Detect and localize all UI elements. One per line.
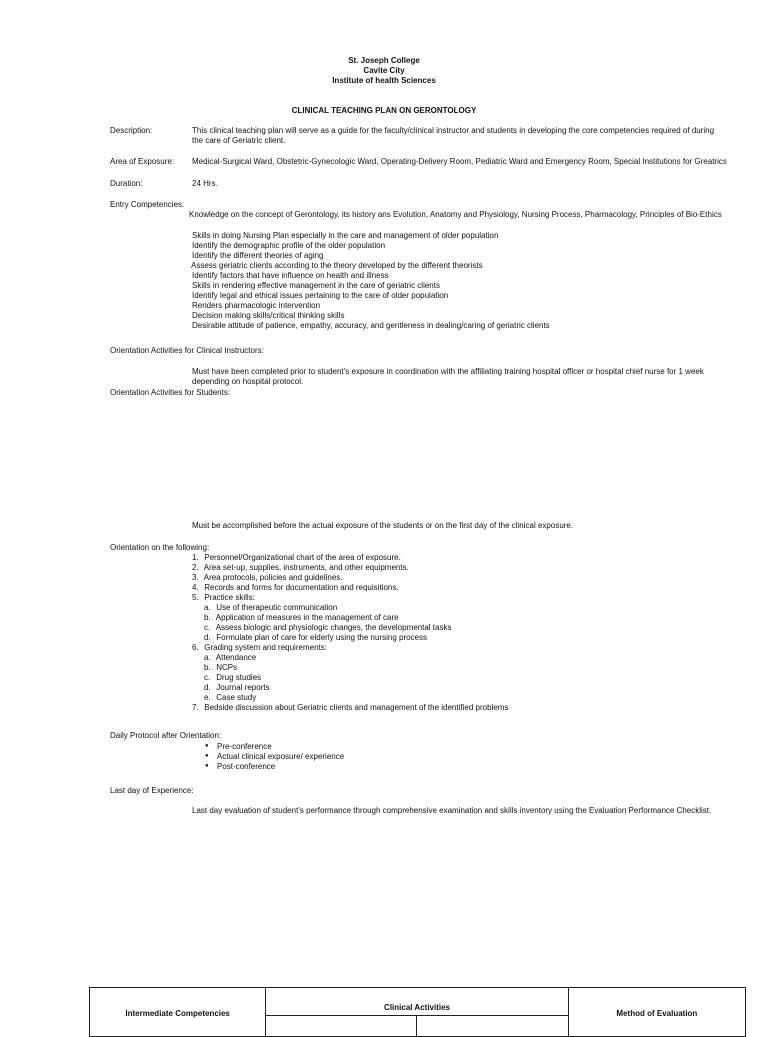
list-item: 1. Personnel/Organizational chart of the area of exposure.: [192, 553, 401, 562]
sub-list-item: d. Formulate plan of care for elderly using the nursing process: [204, 633, 428, 642]
orientation-instructors-label: Orientation Activities for Clinical Instructors:: [110, 346, 264, 355]
skill-item: Assess geriatric clients according to the theory developed by the different theorists: [191, 261, 483, 270]
school-name: St. Joseph College: [348, 56, 420, 65]
subheader-cell: [416, 1015, 568, 1036]
bullet-item: ● Post-conference: [205, 762, 276, 771]
last-day-label: Last day of Experience:: [110, 786, 194, 795]
orientation-following-label: Orientation on the following:: [110, 543, 210, 552]
area-text: Medical-Surgical Ward, Obstetric-Gynecologic Ward, Operating-Delivery Room, Pediatric Ward and Emergency Room, Special Institutions for Greatrics: [192, 157, 727, 166]
daily-protocol-list: [205, 742, 344, 772]
list-item: 3. Area protocols, policies and guidelines.: [192, 573, 343, 582]
duration-text: 24 Hrs.: [192, 179, 218, 188]
col-method-of-evaluation: Method of Evaluation: [568, 988, 745, 1037]
col-intermediate-competencies: Intermediate Competencies: [90, 988, 266, 1037]
duration-label: Duration:: [110, 179, 143, 188]
skill-item: Identify the different theories of aging: [192, 251, 324, 260]
bullet-item: ● Actual clinical exposure/ experience: [205, 752, 345, 761]
sub-list-item: a. Use of therapeutic communication: [204, 603, 338, 612]
list-item: 2. Area set-up, supplies, instruments, and other equipments.: [192, 563, 409, 572]
orientation-students-label: Orientation Activities for Students:: [110, 388, 231, 397]
sub-list-item: e. Case study: [204, 693, 257, 702]
daily-protocol-label: Daily Protocol after Orientation:: [110, 731, 222, 740]
entry-skills-list: [192, 231, 550, 331]
sub-list-item: a. Attendance: [204, 653, 257, 662]
list-item: 6. Grading system and requirements:: [192, 643, 327, 652]
list-item: 5. Practice skills:: [192, 593, 255, 602]
list-item: 4. Records and forms for documentation and requisitions.: [192, 583, 399, 592]
sub-list-item: b. Application of measures in the management of care: [204, 613, 399, 622]
sub-list-item: c. Assess biologic and physiologic changes, the developmental tasks: [204, 623, 452, 632]
plan-title: CLINICAL TEACHING PLAN ON GERONTOLOGY: [291, 106, 477, 115]
orientation-students-text: Must be accomplished before the actual exposure of the students or on the first day of the clinical exposure.: [192, 521, 574, 530]
col-clinical-activities: Clinical Activities: [266, 988, 568, 1016]
entry-label: Entry Competencies:: [110, 200, 185, 209]
description-text: This clinical teaching plan will serve as a guide for the faculty/clinical instructor and students in developing the core competencies required of during the care of Geriatric client.: [192, 126, 715, 145]
subheader-cell: [266, 1015, 416, 1036]
skill-item: Skills in doing Nursing Plan especially in the care and management of older population: [192, 231, 499, 240]
bullet-icon: ●: [205, 753, 209, 760]
skill-item: Renders pharmacologic intervention: [192, 301, 321, 310]
sub-list-item: b. NCPs: [204, 663, 238, 672]
city-name: Cavite City: [363, 66, 405, 75]
skill-item: Desirable attitude of patience, empathy, accuracy, and gentleness in dealing/caring of geriatric clients: [192, 321, 550, 330]
institute-name: Institute of health Sciences: [332, 76, 436, 85]
list-item: 7. Bedside discussion about Geriatric clients and management of the identified problems: [192, 703, 509, 712]
skill-item: Identify legal and ethical issues pertaining to the care of older population: [192, 291, 449, 300]
skill-item: Decision making skills/critical thinking skills: [192, 311, 345, 320]
description-label: Description:: [110, 126, 153, 135]
bullet-icon: ●: [205, 763, 209, 770]
competencies-table: [89, 987, 746, 1037]
last-day-text: Last day evaluation of student’s performance through comprehensive examination and skills inventory using the Evaluation Performance Checklist.: [192, 806, 712, 815]
area-label: Area of Exposure:: [110, 157, 175, 166]
skill-item: Skills in rendering effective management in the care of geriatric clients: [192, 281, 440, 290]
orientation-instructors-text: Must have been completed prior to student’s exposure in coordination with the affiliating training hospital officer or hospital chief nurse for 1 week depending on hospital protocol.: [192, 367, 704, 386]
skill-item: Identify the demographic profile of the older population: [192, 241, 386, 250]
skill-item: Identify factors that have influence on health and illness: [192, 271, 389, 280]
entry-knowledge: Knowledge on the concept of Gerontology, its history ans Evolution, Anatomy and Physiology, Nursing Process, Pharmacology, Principles of Bio-Ethics: [189, 210, 722, 219]
orientation-following-list: [192, 553, 508, 713]
bullet-item: ● Pre-conference: [205, 742, 272, 751]
sub-list-item: d. Journal reports: [204, 683, 270, 692]
bullet-icon: ●: [205, 743, 209, 750]
sub-list-item: c. Drug studies: [204, 673, 262, 682]
